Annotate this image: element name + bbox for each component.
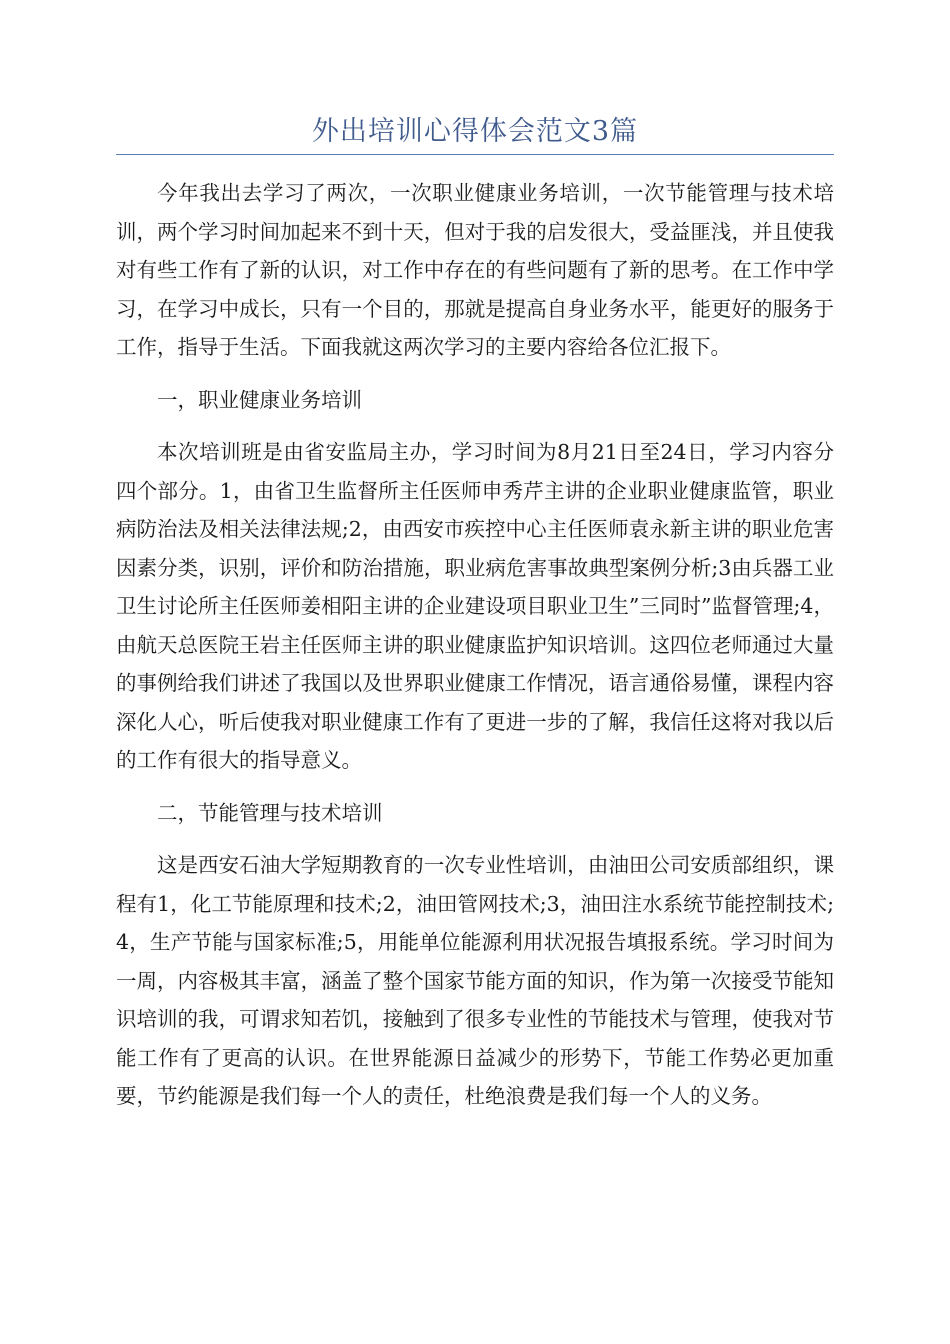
energy-saving-paragraph: 这是西安石油大学短期教育的一次专业性培训，由油田公司安质部组织，课程有1，化工节能原理和技术;2，油田管网技术;3，油田注水系统节能控制技术;4，生产节能与国家标准;5，用能单位能源利用状况报告填报系统。学习时间为一周，内容极其丰富，涵盖了整个国家节能方面的知识，作为第一次接受节能知识培训的我，可谓求知若饥，接触到了很多专业性的节能技术与管理，使我对节能工作有了更高的认识。在世界能源日益减少的形势下，节能工作势必更加重要，节约能源是我们每一个人的责任，杜绝浪费是我们每一个人的义务。 (116, 853, 834, 1108)
section-heading-occupational-health: 一，职业健康业务培训 (157, 387, 362, 412)
occupational-health-paragraph: 本次培训班是由省安监局主办，学习时间为8月21日至24日，学习内容分四个部分。1，由省卫生监督所主任医师申秀芹主讲的企业职业健康监管，职业病防治法及相关法律法规;2，由西安市疾控中心主任医师袁永新主讲的职业危害因素分类，识别，评价和防治措施，职业病危害事故典型案例分析;3由兵器工业卫生讨论所主任医师姜相阳主讲的企业建设项目职业卫生”三同时”监督管理;4，由航天总医院王岩主任医师主讲的职业健康监护知识培训。这四位老师通过大量的事例给我们讲述了我国以及世界职业健康工作情况，语言通俗易懂，课程内容深化人心，听后使我对职业健康工作有了更进一步的了解，我信任这将对我以后的工作有很大的指导意义。 (116, 440, 834, 772)
intro-paragraph: 今年我出去学习了两次，一次职业健康业务培训，一次节能管理与技术培训，两个学习时间加起来不到十天，但对于我的启发很大，受益匪浅，并且使我对有些工作有了新的认识，对工作中存在的有些问题有了新的思考。在工作中学习，在学习中成长，只有一个目的，那就是提高自身业务水平，能更好的服务于工作，指导于生活。下面我就这两次学习的主要内容给各位汇报下。 (116, 181, 834, 359)
document-body (116, 174, 834, 1130)
section-heading-energy-saving: 二，节能管理与技术培训 (157, 800, 383, 825)
document-title: 外出培训心得体会范文3篇 (311, 116, 639, 147)
title-underline (116, 154, 834, 155)
